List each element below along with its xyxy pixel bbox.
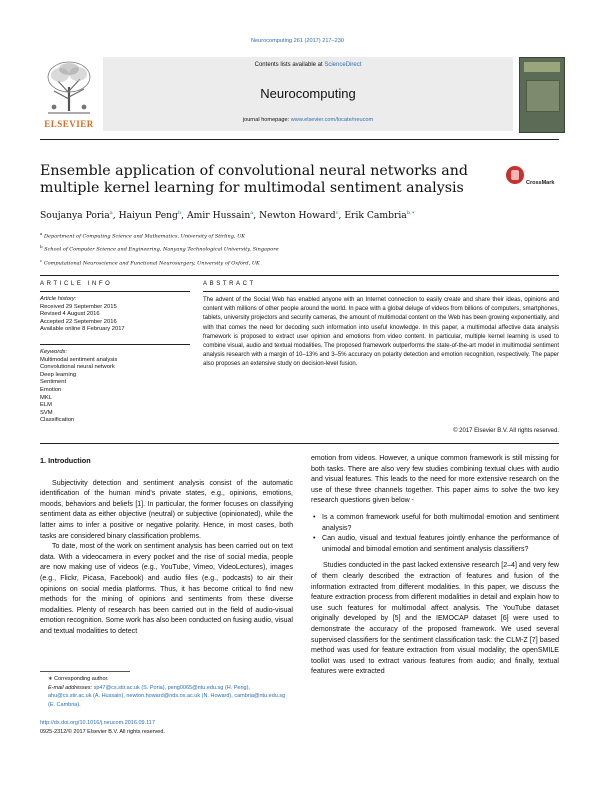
bullet-icon: •	[313, 535, 316, 543]
affiliation-item: $^a$ Department of Computing Science and Mathematics, University of Stirling, UK	[40, 231, 246, 240]
author-affil-mark[interactable]: b	[177, 210, 182, 216]
affiliation-item: $^b$ School of Computer Science and Engineering, Nanyang Technological University, Singapore	[40, 244, 279, 254]
sciencedirect-link[interactable]: ScienceDirect	[324, 62, 362, 68]
journal-citation[interactable]: Neurocomputing 261 (2017) 217–230	[251, 38, 344, 44]
section-rule	[40, 275, 559, 276]
elsevier-logo	[40, 57, 98, 131]
journal-homepage: journal homepage: www.elsevier.com/locate/neucom	[242, 117, 374, 123]
keyword-item: Multimodal sentiment analysis	[40, 356, 118, 363]
doi-link[interactable]: http://dx.doi.org/10.1016/j.neucom.2016.09.117	[40, 720, 155, 726]
keyword-item: SVM	[40, 409, 53, 416]
keyword-item: MKL	[40, 394, 52, 401]
article-info-rule	[40, 291, 190, 292]
body-paragraph: Studies conducted in the past lacked extensive research [2–4] and very few of them clearly described the extraction of features and fusion of the information extracted from different modalities. In this paper, we discuss the feature extraction process from different modalities in detail and explain how to use such features for multimodal affect analysis. The YouTube dataset originally developed by [5] and the IEMOCAP dataset [6] were used to demonstrate the accuracy of the proposed framework. We used several supervised classifiers for the sentiment classification task: the CLM-Z [7] based method was used for feature extraction from visual modality; the openSMILE toolkit was used to extract various features from audio; and finally, textual features were extracted	[311, 562, 559, 676]
article-history	[40, 296, 190, 334]
body-left-column	[40, 456, 293, 638]
crossmark-label: CrossMark	[526, 180, 555, 186]
body-paragraph: emotion from videos. However, a unique common framework is still missing for both tasks. There are also very few studies combining textual clues with audio and visual features. This leads to the need for more extensive research on the use of these three channels together. This paper aims to solve the two key research questions given below -	[311, 455, 559, 505]
masthead-rule	[40, 139, 559, 140]
keywords-label: Keywords:	[40, 349, 68, 355]
cover-figure	[526, 80, 560, 112]
keyword-item: Emotion	[40, 386, 62, 393]
doi-block	[40, 719, 293, 736]
journal-cover-image	[519, 57, 565, 133]
abstract-heading: ABSTRACT	[203, 281, 256, 287]
paper-title: Ensemble application of convolutional neural networks and multiple kernel learning for multimodal sentiment analysis	[40, 163, 468, 196]
author-name: Newton Howard	[259, 210, 336, 222]
keywords-rule	[40, 344, 190, 345]
email-label: E-mail addresses:	[48, 684, 93, 691]
author-affil-mark[interactable]: a	[250, 210, 254, 216]
author-name: Haiyun Peng	[118, 210, 178, 222]
section-heading: 1. Introduction	[40, 456, 91, 465]
history-item: Available online 8 February 2017	[40, 326, 125, 333]
contents-line: Contents lists available at ScienceDirect	[254, 62, 362, 68]
author-affil-mark[interactable]: c	[335, 210, 339, 216]
author-name: Erik Cambria	[344, 210, 407, 222]
journal-title: Neurocomputing	[260, 86, 356, 101]
author-list: Soujanya Poria$^a$, Haiyun Peng$^b$, Amir Hussain$^a$, Newton Howard$^c$, Erik Cambria$^{b,∗}$	[40, 210, 415, 222]
affiliations	[40, 229, 560, 269]
abstract-end-rule	[40, 443, 559, 444]
keywords	[40, 349, 190, 425]
email-addresses[interactable]: sp47@cs.stir.ac.uk (S. Poria), peng0065@ntu.edu.sg (H. Peng), ahu@cs.stir.ac.uk (A. Hussain), newton.howard@nds.ox.ac.uk (N. Howard), cambria@ntu.edu.sg (E. Cambria).	[48, 684, 286, 708]
keyword-item: Sentiment	[40, 379, 67, 386]
history-item: Revised 4 August 2016	[40, 311, 100, 318]
email-note	[40, 684, 293, 710]
author-name: Amir Hussain	[187, 210, 251, 222]
bullet-icon: •	[313, 513, 316, 521]
author-affil-mark[interactable]: b,∗	[406, 210, 415, 216]
history-item: Received 29 September 2015	[40, 303, 117, 310]
footnote-rule	[40, 671, 130, 672]
publisher-name: ELSEVIER	[44, 119, 94, 129]
homepage-link[interactable]: www.elsevier.com/locate/neucom	[290, 117, 374, 123]
corresponding-note: ∗ Corresponding author.	[48, 676, 109, 682]
keyword-item: ELM	[40, 402, 52, 409]
issn-line: 0925-2312/© 2017 Elsevier B.V. All rights reserved.	[40, 728, 165, 735]
list-item: • Is a common framework useful for both multimodal emotion and sentiment analysis?	[313, 513, 559, 532]
author-affil-mark[interactable]: a	[109, 210, 113, 216]
keyword-item: Deep learning	[40, 371, 77, 378]
bookmark-icon	[511, 170, 519, 180]
body-right-column	[311, 454, 559, 678]
affiliation-item: $^c$ Computational Neuroscience and Functional Neurosurgery, University of Oxford, UK	[40, 257, 260, 267]
list-item: • Can audio, visual and textual features jointly enhance the performance of unimodal and bimodal emotion and sentiment analysis classifiers?	[313, 535, 559, 553]
tree-logo-icon	[40, 57, 98, 117]
body-paragraph: Subjectivity detection and sentiment analysis consist of the automatic identification of the human mind's private states, e.g., opinions, emotions, moods, behaviors and beliefs [1]. In particular, the former focuses on classifying sentiment data as either objective (neutral) or subjective (opinionated), while the latter aims to infer a positive or negative polarity. Hence, in most cases, both tasks are considered binary classification problems.	[40, 479, 293, 540]
article-info-heading: ARTICLE INFO	[40, 281, 113, 287]
cover-title-band	[524, 62, 560, 72]
footnotes	[40, 675, 293, 709]
history-item: Accepted 22 September 2016	[40, 318, 117, 325]
crossmark-badge[interactable]	[506, 166, 558, 196]
abstract-copyright: © 2017 Elsevier B.V. All rights reserved.	[453, 428, 559, 434]
keyword-item: Convolutional neural network	[40, 364, 115, 371]
body-paragraph: To date, most of the work on sentiment analysis has been carried out on text data. With a videocamera in every pocket and the rise of social media, people are now making use of videos (e.g., YouTube, Vimeo, VideoLectures), images (e.g., Flickr, Picasa, Facebook) and audio files (e.g., podcasts) to air their opinions on social media platforms. Thus, it has become critical to find new methods for the mining of opinions and sentiments from these diverse modalities. Plenty of research has been carried out in the field of audio-visual emotion recognition. Some work has also been conducted on fusing audio, visual and textual modalities to detect	[40, 543, 293, 635]
abstract-rule	[203, 291, 559, 292]
research-questions	[311, 513, 559, 555]
keyword-item: Classification	[40, 417, 75, 424]
abstract-text: The advent of the Social Web has enabled anyone with an Internet connection to easily create and share their ideas, opinions and content with millions of other people around the world. In pace with a global deluge of videos from billions of computers, smartphones, tablets, university projectors and security cameras, the amount of multimodal content on the Web has been growing exponentially, and with that comes the need for decoding such information into useful knowledge. In this paper, a multimodal affective data analysis framework is proposed to extract user opinion and emotions from video content. In particular, multiple kernel learning is used to combine visual, audio and textual modalities. The proposed framework outperforms the state-of-the-art model in multimodal sentiment analysis research with a margin of 10–13% and 3–5% accuracy on polarity detection and emotion recognition, respectively. The paper also proposes an extensive study on decision-level fusion.	[203, 297, 559, 368]
history-label: Article history:	[40, 296, 77, 302]
author-name: Soujanya Poria	[40, 210, 110, 222]
